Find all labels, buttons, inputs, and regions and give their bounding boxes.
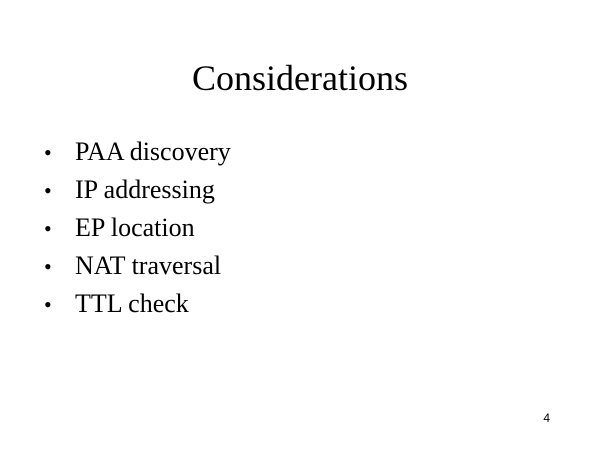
list-item-text: NAT traversal bbox=[75, 251, 222, 280]
bullet-icon: • bbox=[44, 178, 52, 203]
list-item-text: EP location bbox=[75, 213, 195, 242]
slide-title: Considerations bbox=[192, 58, 408, 98]
bullet-icon: • bbox=[44, 254, 52, 279]
list-item bbox=[44, 209, 231, 247]
bullet-icon: • bbox=[44, 292, 52, 317]
list-item bbox=[44, 285, 231, 323]
list-item bbox=[44, 133, 231, 171]
list-item bbox=[44, 247, 231, 285]
list-item-text: PAA discovery bbox=[75, 137, 231, 166]
slide-number: 4 bbox=[543, 411, 550, 425]
list-item-text: IP addressing bbox=[75, 175, 215, 204]
bullet-icon: • bbox=[44, 216, 52, 241]
bullet-icon: • bbox=[44, 140, 52, 165]
list-item-text: TTL check bbox=[75, 289, 189, 318]
bullet-list bbox=[44, 133, 231, 323]
list-item bbox=[44, 171, 231, 209]
